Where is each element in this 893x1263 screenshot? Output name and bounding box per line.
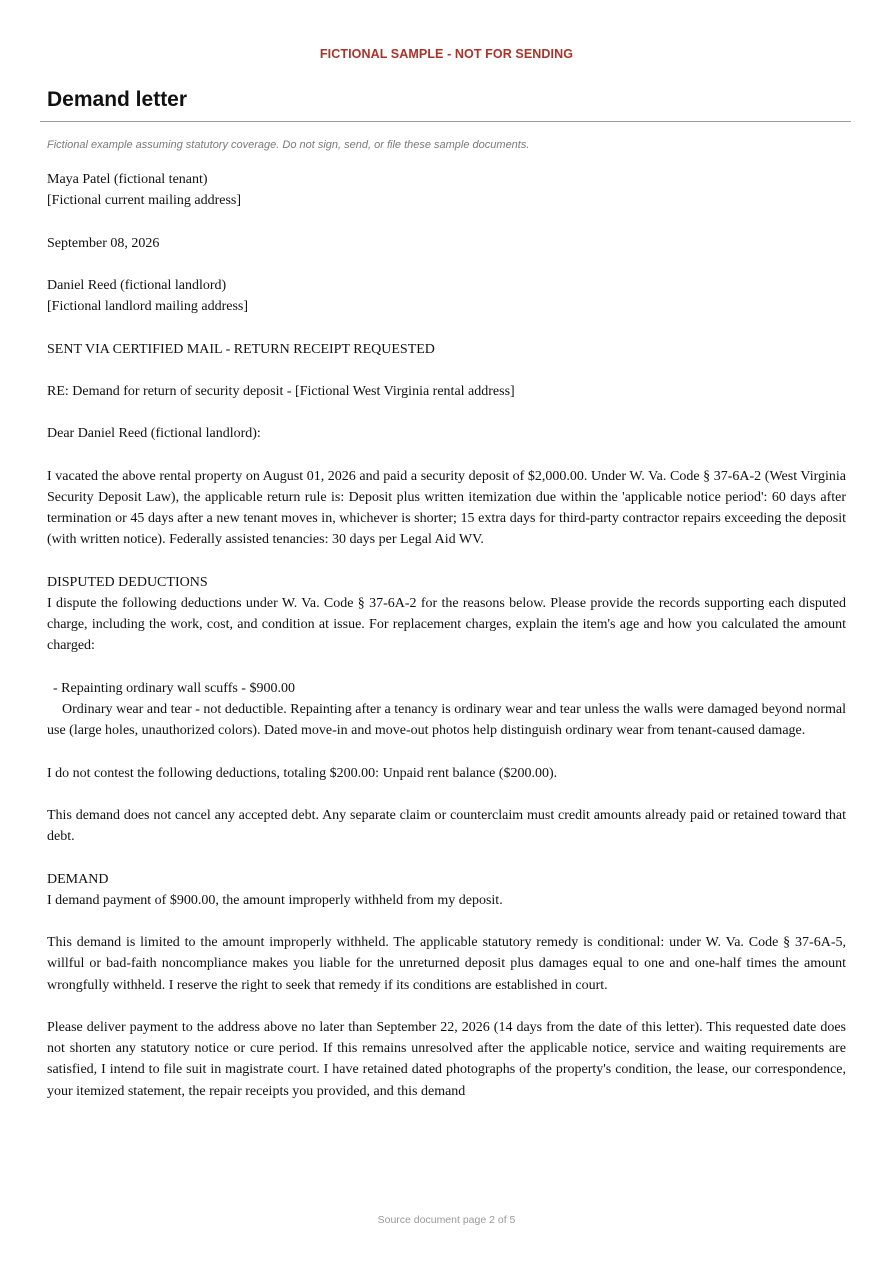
re-line: RE: Demand for return of security deposit - [Fictional West Virginia rental address] xyxy=(47,383,515,399)
disputed-text: I dispute the following deductions under W. Va. Code § 37-6A-2 for the reasons below. Please provide the records supporting each disputed charge, including the work, cost, and condition at issue. For replacement charges, explain the item's age and how you calculated the amount charged: xyxy=(47,595,846,654)
remedy-paragraph: This demand is limited to the amount improperly withheld. The applicable statutory remedy is conditional: under W. Va. Code § 37-6A-5, willful or bad-faith noncompliance makes you liable for the unreturned deposit plus damages equal to one and one-half times the amount wrongfully withheld. I reserve the right to seek that remedy if its conditions are established in court. xyxy=(47,935,846,993)
debt-note-paragraph: This demand does not cancel any accepted debt. Any separate claim or counterclaim must credit amounts already paid or retained toward that debt. xyxy=(47,807,846,845)
demand-text: I demand payment of $900.00, the amount improperly withheld from my deposit. xyxy=(47,892,503,908)
letter-date: September 08, 2026 xyxy=(47,235,160,251)
page-title: Demand letter xyxy=(47,88,188,111)
page-footer: Source document page 2 of 5 xyxy=(377,1214,516,1226)
uncontested-paragraph: I do not contest the following deductions, totaling $200.00: Unpaid rent balance ($200.00). xyxy=(47,765,558,781)
sender-address: [Fictional current mailing address] xyxy=(47,193,241,209)
title-divider xyxy=(40,121,851,122)
sender-name: Maya Patel (fictional tenant) xyxy=(47,172,208,187)
salutation: Dear Daniel Reed (fictional landlord): xyxy=(47,426,261,442)
disputed-item-label: - Repainting ordinary wall scuffs - $900.00 xyxy=(53,680,295,696)
recipient-address: [Fictional landlord mailing address] xyxy=(47,299,249,315)
demand-heading: DEMAND xyxy=(47,871,109,887)
sample-banner: FICTIONAL SAMPLE - NOT FOR SENDING xyxy=(319,47,574,61)
payment-paragraph: Please deliver payment to the address above no later than September 22, 2026 (14 days from the date of this letter). This requested date does not shorten any statutory notice or cure period. If this remains unresolved after the applicable notice, service and waiting requirements are satisfied, I intend to file suit in magistrate court. I have retained dated photographs of the property's condition, the lease, our correspondence, your itemized statement, the repair receipts you provided, and this demand xyxy=(47,1019,846,1099)
intro-paragraph: I vacated the above rental property on August 01, 2026 and paid a security deposit of $2,000.00. Under W. Va. Code § 37-6A-2 (West Virginia Security Deposit Law), the applicable return rule is: Deposit plus written itemization due within the 'applicable notice period': 60 days after termination or 45 days after a new tenant moves in, whichever is shorter; 15 extra days for third-party contractor repairs exceeding the deposit (with written notice). Federally assisted tenancies: 30 days per Legal Aid WV. xyxy=(47,468,846,548)
demand-section xyxy=(47,869,846,911)
disputed-item-detail: Ordinary wear and tear - not deductible. Repainting after a tenancy is ordinary wear and tear unless the walls were damaged beyond normal use (large holes, unauthorized colors). Dated move-in and move-out photos help distinguish ordinary wear from tenant-caused damage. xyxy=(47,701,846,739)
letter-body xyxy=(47,169,846,1123)
recipient-block xyxy=(47,275,846,317)
disputed-section xyxy=(47,572,846,742)
sender-block xyxy=(47,169,846,211)
delivery-method: SENT VIA CERTIFIED MAIL - RETURN RECEIPT REQUESTED xyxy=(47,341,435,357)
disclaimer-note: Fictional example assuming statutory coverage. Do not sign, send, or file these sample documents. xyxy=(47,139,530,151)
disputed-heading: DISPUTED DEDUCTIONS xyxy=(47,574,208,590)
recipient-name: Daniel Reed (fictional landlord) xyxy=(47,277,227,293)
